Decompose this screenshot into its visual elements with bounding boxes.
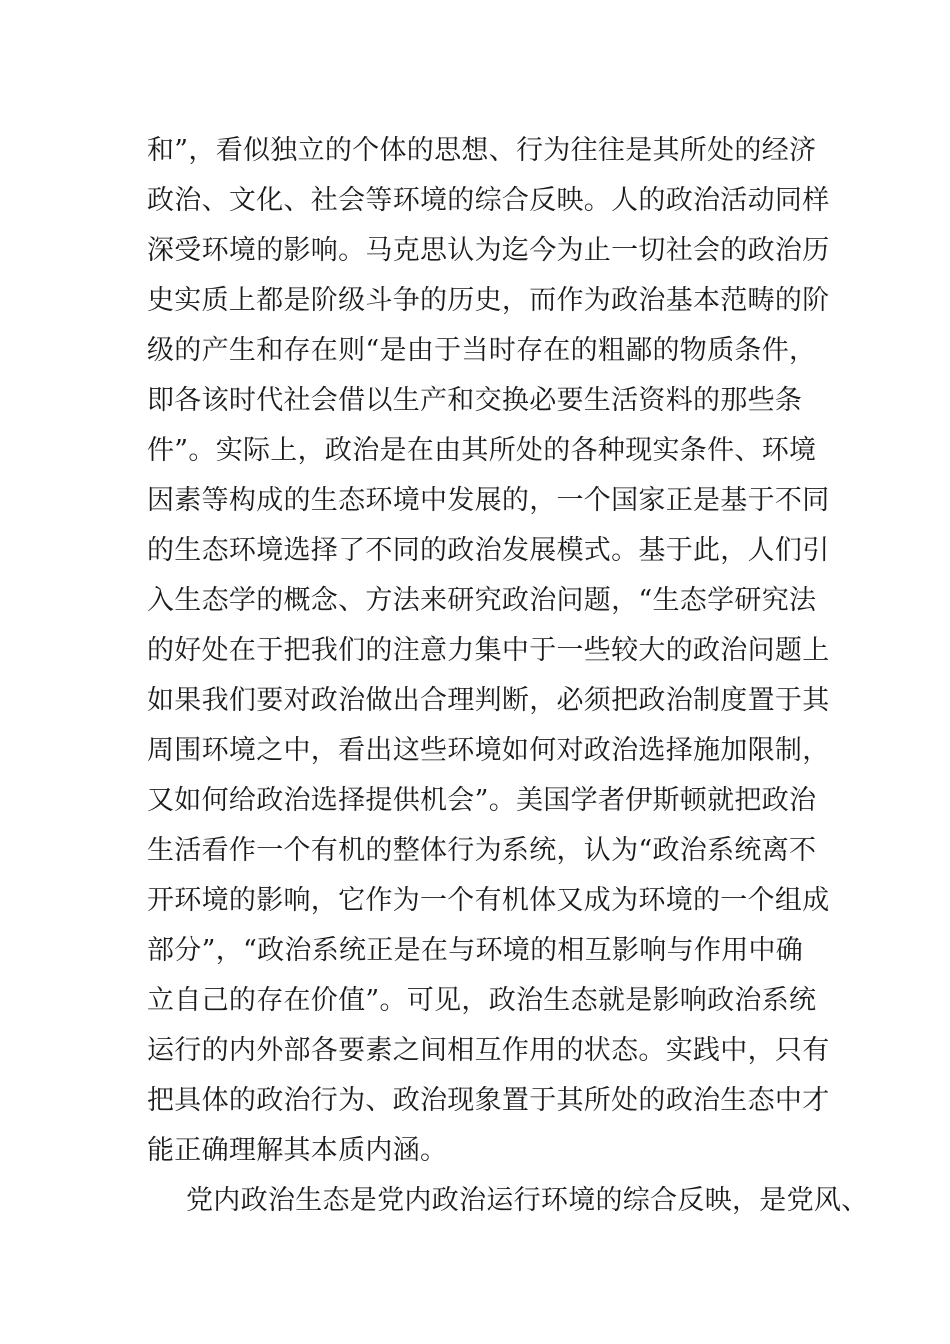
text-line-19: 运行的内外部各要素之间相互作用的状态。实践中，只有 [147,1035,830,1066]
text-line-1: 和”，看似独立的个体的思想、行为往往是其所处的经济 [147,135,817,166]
text-line-8: 因素等构成的生态环境中发展的，一个国家正是基于不同 [147,485,830,516]
text-line-20: 把具体的政治行为、政治现象置于其所处的政治生态中才 [147,1085,830,1116]
text-line-18: 立自己的存在价值”。可见，政治生态就是影响政治系统 [147,985,817,1016]
text-line-14: 又如何给政治选择提供机会”。美国学者伊斯顿就把政治 [147,785,817,816]
text-line-17: 部分”，“政治系统正是在与环境的相互影响与作用中确 [147,935,804,966]
text-line-12: 如果我们要对政治做出合理判断，必须把政治制度置于其 [147,685,830,716]
text-line-7: 件”。实际上，政治是在由其所处的各种现实条件、环境 [147,435,817,466]
text-line-11: 的好处在于把我们的注意力集中于一些较大的政治问题上 [147,635,830,666]
text-line-5: 级的产生和存在则“是由于当时存在的粗鄙的物质条件， [147,335,817,366]
paragraph-2-line-1: 党内政治生态是党内政治运行环境的综合反映，是党风、 [186,1185,869,1216]
text-line-10: 入生态学的概念、方法来研究政治问题，“生态学研究法 [147,585,817,616]
text-line-2: 政治、文化、社会等环境的综合反映。人的政治活动同样 [147,185,830,216]
text-line-4: 史实质上都是阶级斗争的历史，而作为政治基本范畴的阶 [147,285,830,316]
text-line-13: 周围环境之中，看出这些环境如何对政治选择施加限制， [147,735,830,766]
text-line-21: 能正确理解其本质内涵。 [147,1135,448,1166]
text-line-6: 即各该时代社会借以生产和交换必要生活资料的那些条 [147,385,803,416]
text-line-15: 生活看作一个有机的整体行为系统，认为“政治系统离不 [147,835,817,866]
text-line-9: 的生态环境选择了不同的政治发展模式。基于此，人们引 [147,535,830,566]
text-line-16: 开环境的影响，它作为一个有机体又成为环境的一个组成 [147,885,830,916]
text-line-3: 深受环境的影响。马克思认为迄今为止一切社会的政治历 [147,235,830,266]
